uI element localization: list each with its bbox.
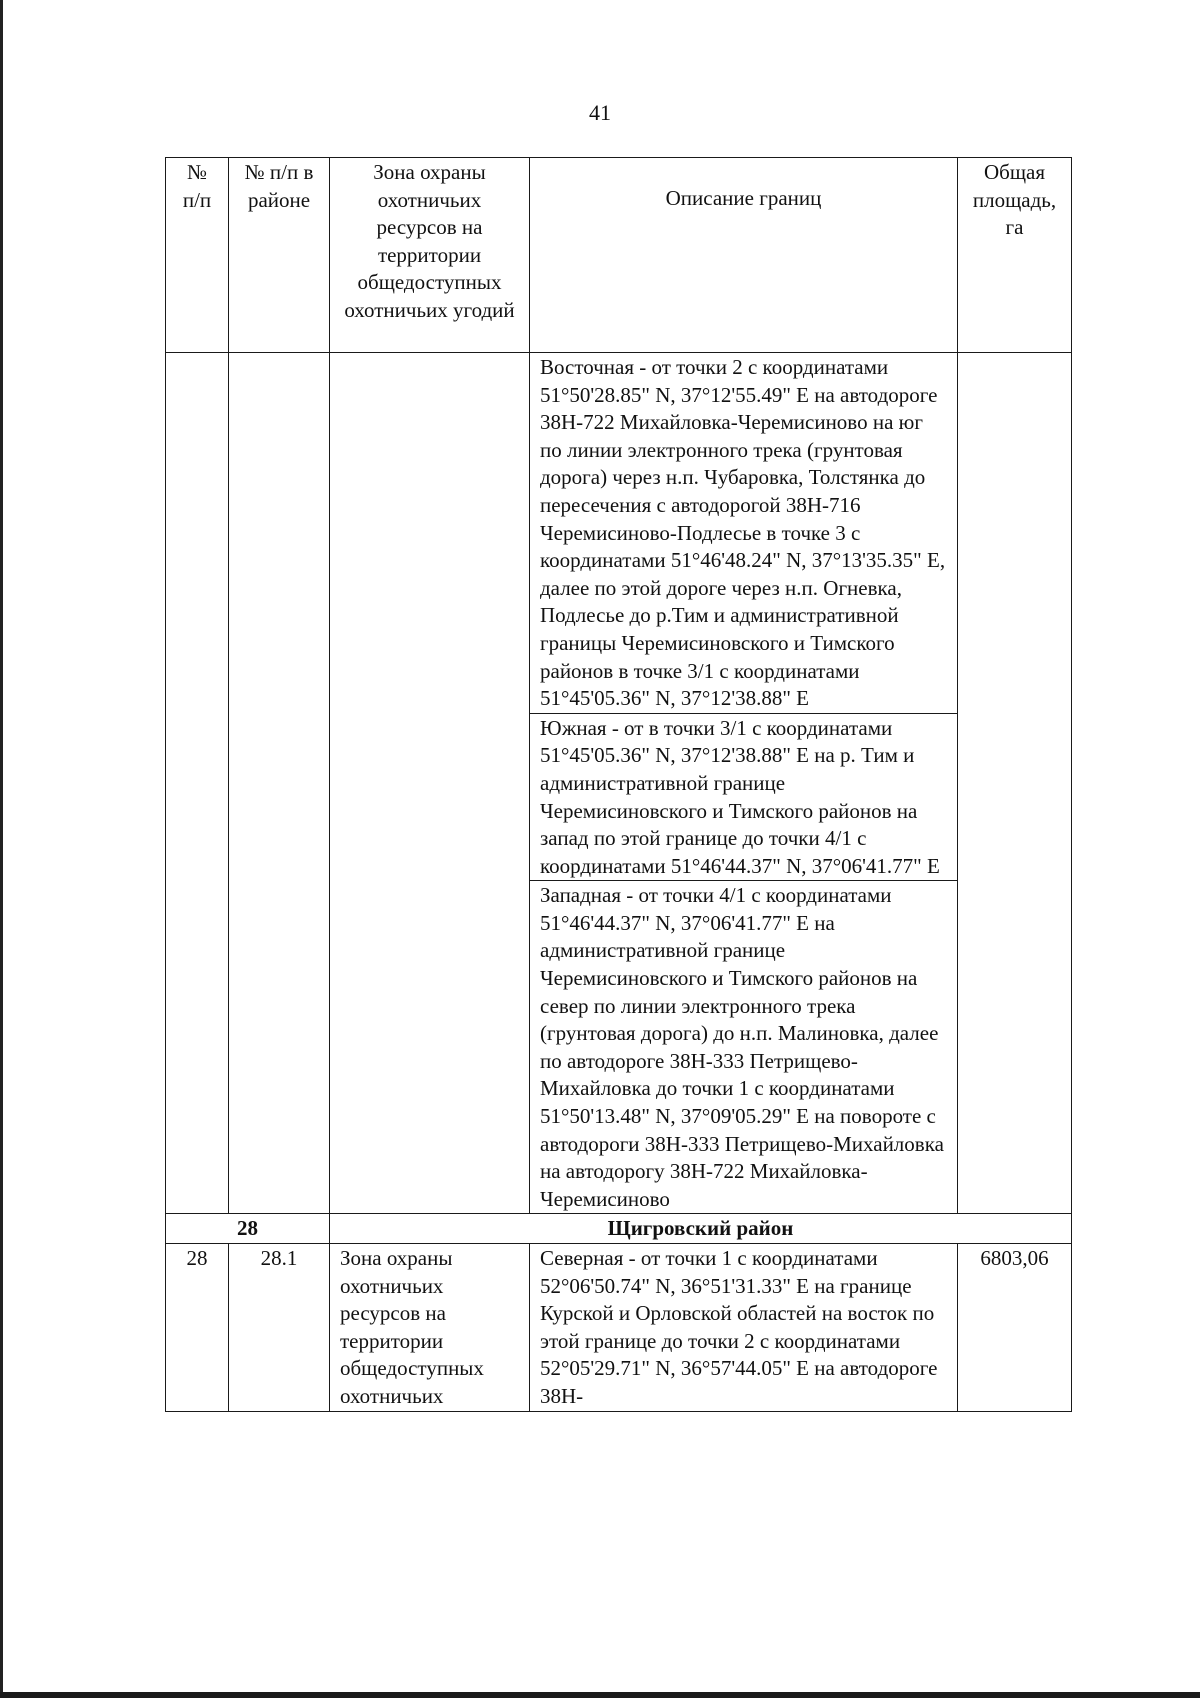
row-description: Северная - от точки 1 с координатами 52°06'50.74" N, 36°51'31.33" E на границе Курской и Орловской областей на восток по этой границе до точки 2 с координатами 52°05'29.71" N, 36°57'44.05" E на автодороге 38Н- [530,1244,958,1412]
boundaries-table [165,157,1072,1412]
header-no: № п/п [166,158,229,353]
row-zone: Зона охраны охотничьих ресурсов на территории общедоступных охотничьих [330,1244,530,1412]
table-row [166,353,1072,714]
section-number: 28 [166,1214,330,1244]
cell-empty-area [958,353,1072,1214]
scan-bottom-edge [0,1692,1200,1698]
scan-left-edge [0,0,3,1698]
section-title: Щигровский район [330,1214,1072,1244]
cell-empty-no [166,353,229,1214]
section-row [166,1214,1072,1244]
header-no-district: № п/п в районе [229,158,330,353]
cell-empty-no-district [229,353,330,1214]
description-west: Западная - от точки 4/1 с координатами 51°46'44.37" N, 37°06'41.77" E на административной границе Черемисиновского и Тимского районов на север по линии электронного трека (грунтовая дорога) до н.п. Малиновка, далее по автодороге 38Н-333 Петрищево-Михайловка до точки 1 с координатами 51°50'13.48" N, 37°09'05.29" E на повороте с автодороги 38Н-333 Петрищево-Михайловка на автодорогу 38Н-722 Михайловка-Черемисиново [530,881,958,1214]
table-header-row [166,158,1072,353]
description-east: Восточная - от точки 2 с координатами 51°50'28.85" N, 37°12'55.49" E на автодороге 38Н-722 Михайловка-Черемисиново на юг по линии электронного трека (грунтовая дорога) через н.п. Чубаровка, Толстянка до пересечения с автодорогой 38Н-716 Черемисиново-Подлесье в точке 3 с координатами 51°46'48.24" N, 37°13'35.35" E, далее по этой дороге через н.п. Огневка, Подлесье до р.Тим и административной границы Черемисиновского и Тимского районов в точке 3/1 с координатами 51°45'05.36" N, 37°12'38.88" E [530,353,958,714]
row-no-district: 28.1 [229,1244,330,1412]
row-area: 6803,06 [958,1244,1072,1412]
header-description: Описание границ [530,158,958,353]
row-no: 28 [166,1244,229,1412]
header-area: Общая площадь, га [958,158,1072,353]
header-zone: Зона охраны охотничьих ресурсов на территории общедоступных охотничьих угодий [330,158,530,353]
description-south: Южная - от в точки 3/1 с координатами 51°45'05.36" N, 37°12'38.88" E на р. Тим и административной границе Черемисиновского и Тимского районов на запад по этой границе до точки 4/1 с координатами 51°46'44.37" N, 37°06'41.77" E [530,713,958,881]
cell-empty-zone [330,353,530,1214]
page-number: 41 [589,100,611,125]
table-row [166,1244,1072,1412]
